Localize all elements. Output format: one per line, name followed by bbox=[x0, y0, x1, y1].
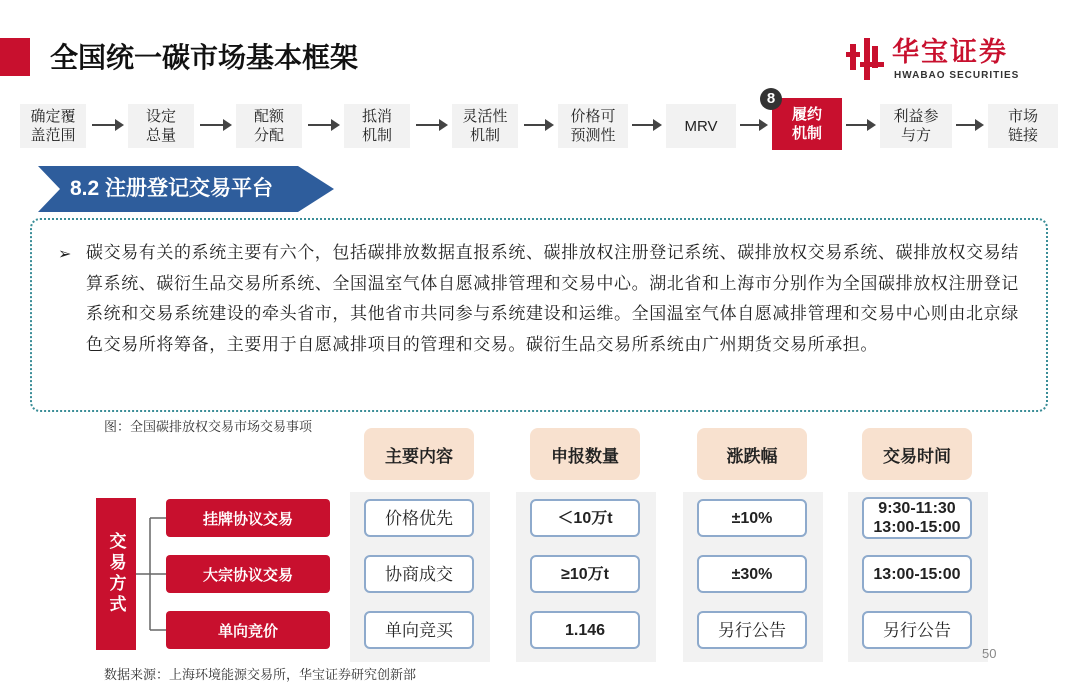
table-cell: 13:00-15:00 bbox=[862, 555, 972, 593]
table-cell: 另行公告 bbox=[862, 611, 972, 649]
page-title: 全国统一碳市场基本框架 bbox=[50, 42, 359, 73]
column-header: 交易时间 bbox=[862, 428, 972, 480]
flow-arrow bbox=[200, 124, 230, 126]
summary-paragraph: 碳交易有关的系统主要有六个，包括碳排放数据直报系统、碳排放权注册登记系统、碳排放权交易系统、碳排放权交易结算系统、碳衍生品交易所系统、全国温室气体自愿减排管理和交易中心。湖北省和上海市分别作为全国碳排放权注册登记系统和交易系统建设的牵头省市，其他省市共同参与系统建设和运维。全国温室气体自愿减排管理和交易中心则由北京绿色交易所将筹备，主要用于自愿减排项目的管理和交易。碳衍生品交易所系统由广州期货交易所承担。 bbox=[86, 243, 1019, 354]
flow-arrow bbox=[956, 124, 982, 126]
table-cell: ＜10万t bbox=[530, 499, 640, 537]
figure-caption: 图：全国碳排放权交易市场交易事项 bbox=[104, 419, 313, 434]
flow-step: 市场 链接 bbox=[988, 104, 1058, 148]
table-cell: 单向竞买 bbox=[364, 611, 474, 649]
flow-arrow bbox=[524, 124, 552, 126]
hwabao-logo-icon bbox=[846, 38, 886, 80]
table-cell: ±10% bbox=[697, 499, 807, 537]
table-cell: 价格优先 bbox=[364, 499, 474, 537]
trade-mode-label: 交易方式 bbox=[96, 498, 136, 650]
table-cell: 9:30-11:30 13:00-15:00 bbox=[862, 497, 972, 539]
step-number-badge: 8 bbox=[760, 88, 782, 110]
table-cell: 另行公告 bbox=[697, 611, 807, 649]
flow-step: MRV bbox=[666, 104, 736, 148]
trade-mode-listed: 挂牌协议交易 bbox=[166, 499, 330, 537]
section-title: 8.2 注册登记交易平台 bbox=[70, 177, 274, 200]
company-logo bbox=[846, 36, 1046, 84]
flow-step-active: 履约 机制 bbox=[772, 98, 842, 150]
flow-arrow bbox=[308, 124, 338, 126]
column-header: 主要内容 bbox=[364, 428, 474, 480]
flow-step: 价格可 预测性 bbox=[558, 104, 628, 148]
title-accent-bar bbox=[0, 38, 30, 76]
column-header: 涨跌幅 bbox=[697, 428, 807, 480]
logo-english-name: HWABAO SECURITIES bbox=[894, 70, 1020, 81]
flow-step: 抵消 机制 bbox=[344, 104, 410, 148]
flow-step: 灵活性 机制 bbox=[452, 104, 518, 148]
flow-step: 设定 总量 bbox=[128, 104, 194, 148]
trade-mode-block: 大宗协议交易 bbox=[166, 555, 330, 593]
flow-arrow bbox=[92, 124, 122, 126]
table-cell: ±30% bbox=[697, 555, 807, 593]
page-number: 50 bbox=[982, 646, 997, 661]
bullet-arrow-icon: ➢ bbox=[58, 246, 72, 263]
flow-step: 确定覆 盖范围 bbox=[20, 104, 86, 148]
flow-step: 配额 分配 bbox=[236, 104, 302, 148]
flow-arrow bbox=[416, 124, 446, 126]
table-cell: 协商成交 bbox=[364, 555, 474, 593]
logo-chinese-name: 华宝证券 bbox=[892, 37, 1008, 67]
table-cell: ≥10万t bbox=[530, 555, 640, 593]
data-source-note: 数据来源：上海环境能源交易所，华宝证券研究创新部 bbox=[104, 667, 417, 682]
flow-arrow bbox=[740, 124, 766, 126]
flow-arrow bbox=[632, 124, 660, 126]
bracket-connector bbox=[136, 0, 168, 686]
table-cell: 1.146 bbox=[530, 611, 640, 649]
flow-step: 利益参 与方 bbox=[880, 104, 952, 148]
trade-mode-auction: 单向竞价 bbox=[166, 611, 330, 649]
column-header: 申报数量 bbox=[530, 428, 640, 480]
flow-arrow bbox=[846, 124, 874, 126]
